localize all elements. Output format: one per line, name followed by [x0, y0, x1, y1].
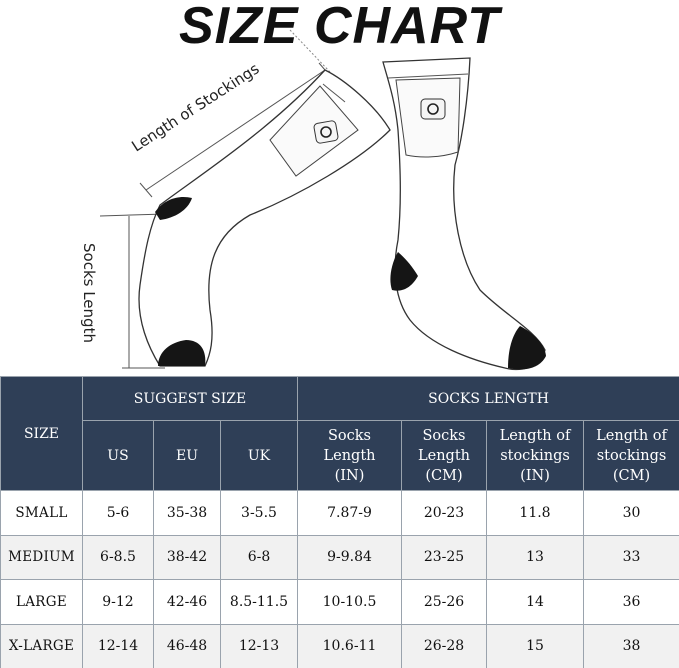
stockings-length-label: Length of Stockings — [128, 59, 263, 156]
suggest-size-header: SUGGEST SIZE — [83, 377, 298, 421]
stockings-cm-column-header — [584, 421, 679, 491]
stockings-in-cell: 15 — [487, 624, 584, 668]
stockings-in-header-text: Length of stockings (IN) — [499, 427, 571, 484]
stockings-in-cell: 13 — [487, 535, 584, 580]
eu-cell: 46-48 — [154, 624, 221, 668]
us-cell: 5-6 — [83, 491, 154, 536]
socks-in-header-text: Socks Length (IN) — [323, 427, 376, 484]
uk-cell: 12-13 — [221, 624, 298, 668]
stockings-in-cell: 14 — [487, 580, 584, 625]
uk-column-header: UK — [221, 421, 298, 491]
stockings-cm-cell: 36 — [584, 580, 679, 625]
eu-cell: 35-38 — [154, 491, 221, 536]
size-cell: LARGE — [1, 580, 83, 625]
socks-in-cell: 7.87-9 — [298, 491, 402, 536]
stockings-in-column-header — [487, 421, 584, 491]
page-title: SIZE CHART — [178, 0, 501, 55]
eu-cell: 42-46 — [154, 580, 221, 625]
uk-cell: 3-5.5 — [221, 491, 298, 536]
socks-cm-cell: 23-25 — [402, 535, 487, 580]
uk-cell: 8.5-11.5 — [221, 580, 298, 625]
socks-cm-cell: 25-26 — [402, 580, 487, 625]
size-cell: MEDIUM — [1, 535, 83, 580]
stockings-cm-cell: 33 — [584, 535, 679, 580]
uk-cell: 6-8 — [221, 535, 298, 580]
us-cell: 12-14 — [83, 624, 154, 668]
table-row — [1, 624, 679, 668]
us-cell: 6-8.5 — [83, 535, 154, 580]
us-cell: 9-12 — [83, 580, 154, 625]
size-header: SIZE — [1, 377, 83, 491]
socks-cm-cell: 20-23 — [402, 491, 487, 536]
stockings-cm-cell: 38 — [584, 624, 679, 668]
socks-cm-column-header — [402, 421, 487, 491]
table-row — [1, 491, 679, 536]
socks-length-header: SOCKS LENGTH — [298, 377, 679, 421]
socks-in-cell: 9-9.84 — [298, 535, 402, 580]
socks-cm-header-text: Socks Length (CM) — [418, 427, 470, 484]
table-row — [1, 535, 679, 580]
stockings-cm-header-text: Length of stockings (CM) — [596, 427, 667, 484]
stockings-cm-cell: 30 — [584, 491, 679, 536]
eu-cell: 38-42 — [154, 535, 221, 580]
right-sock-drawing — [383, 58, 546, 370]
eu-column-header: EU — [154, 421, 221, 491]
socks-cm-cell: 26-28 — [402, 624, 487, 668]
us-column-header: US — [83, 421, 154, 491]
stockings-in-cell: 11.8 — [487, 491, 584, 536]
socks-in-column-header — [298, 421, 402, 491]
size-cell: X-LARGE — [1, 624, 83, 668]
socks-in-cell: 10-10.5 — [298, 580, 402, 625]
table-row — [1, 580, 679, 625]
socks-length-label: Socks Length — [80, 243, 98, 343]
socks-in-cell: 10.6-11 — [298, 624, 402, 668]
size-chart-table — [0, 376, 679, 668]
size-cell: SMALL — [1, 491, 83, 536]
